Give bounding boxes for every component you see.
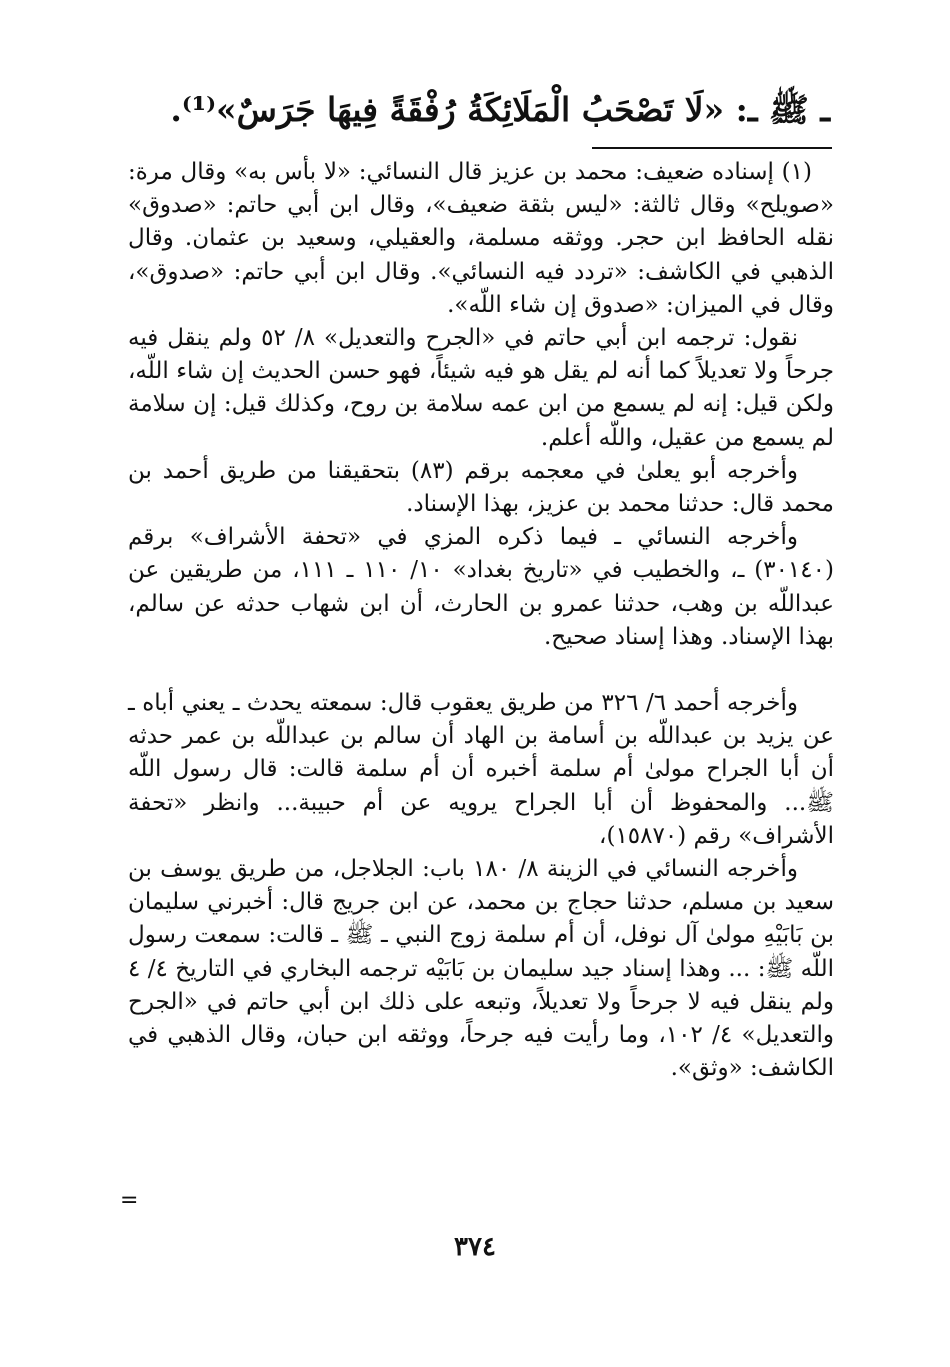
footnote-paragraph: وأخرجه النسائي في الزينة ٨/ ١٨٠ باب: الجلاجل، من طريق يوسف بن سعيد بن مسلم، حدثنا حجاج بن محمد، عن ابن جريج قال: أخبرني سليمان بن بَابَيْهِ مولىٰ آل نوفل، أن أم سلمة زوج النبي ـ ﷺ ـ قالت: سمعت رسول اللّه ﷺ: ... وهذا إسناد جيد سليمان بن بَابَيْه ترجمه البخاري في التاريخ ٤/ ٤ ولم ينقل فيه لا جرحاً ولا تعديلاً، وتبعه على ذلك ابن أبي حاتم في «الجرح والتعديل» ٤/ ١٠٢، وما رأيت فيه جرحاً، ووثقه ابن حبان، وقال الذهبي في الكاشف: «وثق». xyxy=(128,856,834,1082)
footnotes-block xyxy=(128,156,834,1085)
footnote-paragraph: وأخرجه أحمد ٦/ ٣٢٦ من طريق يعقوب قال: سمعته يحدث ـ يعني أباه ـ عن يزيد بن عبداللّه بن أسامة بن الهاد أن سالم بن عبداللّه بن عمر حدثه أن أبا الجراح مولىٰ أم سلمة أخبره أن أم سلمة قالت: قال رسول اللّه ﷺ... والمحفوظ أن أبا الجراح يرويه عن أم حبيبة... وانظر «تحفة الأشراف» رقم (١٥٨٧٠)، xyxy=(128,690,834,849)
footnote-paragraph: نقول: ترجمه ابن أبي حاتم في «الجرح والتعديل» ٨/ ٥٢ ولم ينقل فيه جرحاً ولا تعديلاً كما أنه لم يقل هو فيه شيئاً، فهو حسن الحديث إن شاء اللّه، ولكن قيل: إنه لم يسمع من ابن عمه سلامة بن روح، وكذلك قيل: إن سلامة لم يسمع من عقيل، واللّه أعلم. xyxy=(128,325,834,451)
footnote-paragraph: وأخرجه النسائي ـ فيما ذكره المزي في «تحفة الأشراف» برقم (٣٠١٤٠) ـ، والخطيب في «تاريخ بغداد» ١٠/ ١١٠ ـ ١١١، من طريقين عن عبداللّه بن وهب، حدثنا عمرو بن الحارث، أن ابن شهاب حدثه عن سالم، بهذا الإسناد. وهذا إسناد صحيح. xyxy=(128,524,834,650)
hadith-text-line: ـ ﷺ ـ: «لَا تَصْحَبُ الْمَلَائِكَةُ رُفْقَةً فِيهَا جَرَسٌ»⁽¹⁾. xyxy=(170,90,830,129)
footnote-separator-rule xyxy=(592,147,832,149)
continuation-mark: = xyxy=(120,1188,139,1213)
footnote-paragraph: (١) إسناده ضعيف: محمد بن عزيز قال النسائي: «لا بأس به» وقال مرة: «صويلح» وقال ثالثة: «ليس بثقة ضعيف»، وقال ابن أبي حاتم: «صدوق» نقله الحافظ ابن حجر. ووثقه مسلمة، والعقيلي، وسعيد بن عثمان. وقال الذهبي في الكاشف: «تردد فيه النسائي». وقال ابن أبي حاتم: «صدوق»، وقال في الميزان: «صدوق إن شاء اللّه». xyxy=(128,159,834,318)
footnote-paragraph: وأخرجه أبو يعلىٰ في معجمه برقم (٨٣) بتحقيقنا من طريق أحمد بن محمد قال: حدثنا محمد بن عزيز، بهذا الإسناد. xyxy=(128,457,834,518)
page-number: ٣٧٤ xyxy=(454,1232,496,1262)
